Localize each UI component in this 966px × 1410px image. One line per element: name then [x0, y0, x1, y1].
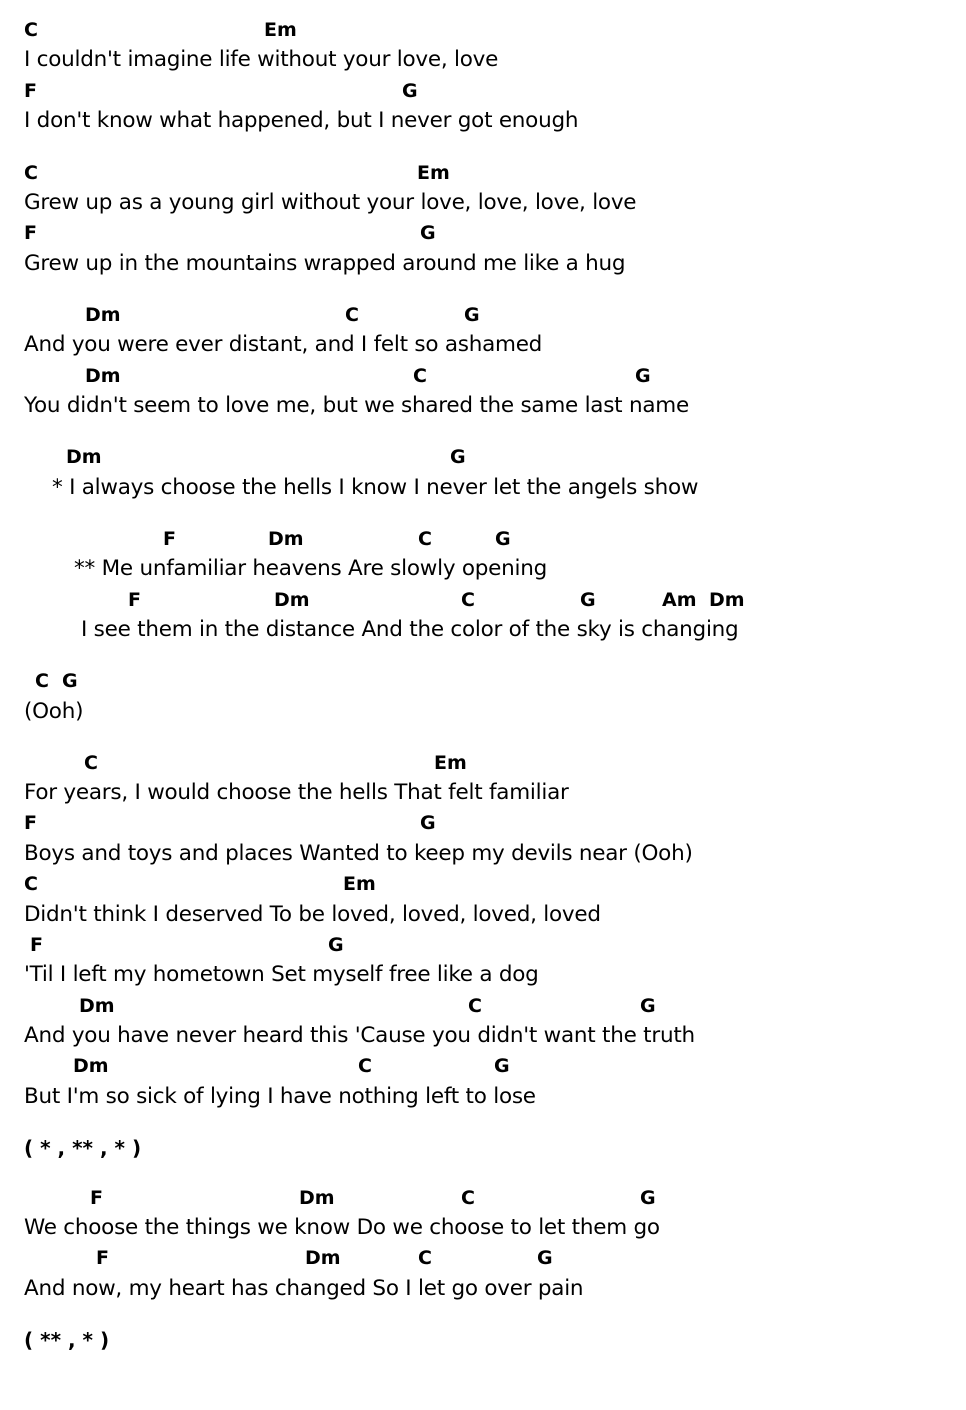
lyric-line: Grew up as a young girl without your love, love, love, love — [24, 190, 637, 215]
chord-label: C — [461, 1187, 475, 1209]
lyric-line: And now, my heart has changed So I let go over pain — [24, 1276, 584, 1301]
chord-label: Dm — [79, 995, 115, 1017]
chord-label: Dm — [268, 528, 304, 550]
chord-label: Em — [434, 752, 467, 774]
repeat-marker: ( ** , * ) — [24, 1328, 110, 1352]
chord-label: Dm — [305, 1247, 341, 1269]
lyric-line: Didn't think I deserved To be loved, loved, loved, loved — [24, 902, 601, 927]
chord-label: G — [494, 1055, 510, 1077]
chord-label: G — [640, 1187, 656, 1209]
chord-label: G — [402, 80, 418, 102]
chord-label: F — [24, 222, 37, 244]
lyric-line: * I always choose the hells I know I never let the angels show — [52, 475, 699, 500]
chord-label: G — [537, 1247, 553, 1269]
lyric-line: ** Me unfamiliar heavens Are slowly opening — [74, 556, 548, 581]
chord-label: Dm — [274, 589, 310, 611]
chord-label: Am — [662, 589, 697, 611]
lyric-line: I don't know what happened, but I never got enough — [24, 108, 579, 133]
chord-label: F — [96, 1247, 109, 1269]
lyric-line: But I'm so sick of lying I have nothing left to lose — [24, 1084, 536, 1109]
lyric-line: Boys and toys and places Wanted to keep my devils near (Ooh) — [24, 841, 693, 866]
chord-label: Em — [264, 19, 297, 41]
chord-label: Dm — [85, 365, 121, 387]
chord-label: C — [461, 589, 475, 611]
chord-label: C — [418, 1247, 432, 1269]
chord-label: Dm — [709, 589, 745, 611]
chord-label: Dm — [85, 304, 121, 326]
chord-label: F — [30, 934, 43, 956]
chord-label: C — [358, 1055, 372, 1077]
chord-label: F — [24, 80, 37, 102]
lyric-line: You didn't seem to love me, but we shared the same last name — [24, 393, 689, 418]
chord-label: Dm — [66, 446, 102, 468]
chord-label: F — [163, 528, 176, 550]
lyric-line: Grew up in the mountains wrapped around me like a hug — [24, 251, 626, 276]
chord-label: G — [420, 812, 436, 834]
chord-label: G — [495, 528, 511, 550]
lyric-line: For years, I would choose the hells That felt familiar — [24, 780, 569, 805]
chord-label: C — [418, 528, 432, 550]
chord-label: Em — [417, 162, 450, 184]
chord-label: G — [640, 995, 656, 1017]
chord-label: C — [24, 873, 38, 895]
chord-label: F — [90, 1187, 103, 1209]
repeat-marker: ( * , ** , * ) — [24, 1136, 142, 1160]
lyric-line: And you have never heard this 'Cause you didn't want the truth — [24, 1023, 695, 1048]
chord-label: G — [635, 365, 651, 387]
chord-label: G — [328, 934, 344, 956]
chord-label: C — [24, 19, 38, 41]
chord-label: Dm — [73, 1055, 109, 1077]
chord-label: C — [35, 670, 49, 692]
lyric-line: I couldn't imagine life without your love, love — [24, 47, 499, 72]
chord-label: G — [62, 670, 78, 692]
chord-label: C — [24, 162, 38, 184]
lyric-line: (Ooh) — [24, 699, 84, 724]
chord-label: C — [345, 304, 359, 326]
chord-label: G — [580, 589, 596, 611]
chord-label: Em — [343, 873, 376, 895]
lyric-line: And you were ever distant, and I felt so ashamed — [24, 332, 543, 357]
lyric-line: I see them in the distance And the color of the sky is changing — [81, 617, 739, 642]
lyric-line: 'Til I left my hometown Set myself free like a dog — [24, 962, 539, 987]
chord-label: G — [420, 222, 436, 244]
chord-label: Dm — [299, 1187, 335, 1209]
lyric-line: We choose the things we know Do we choose to let them go — [24, 1215, 660, 1240]
chord-label: G — [450, 446, 466, 468]
chord-label: F — [128, 589, 141, 611]
chord-label: C — [468, 995, 482, 1017]
chord-label: F — [24, 812, 37, 834]
chord-label: G — [464, 304, 480, 326]
chord-label: C — [84, 752, 98, 774]
chord-label: C — [413, 365, 427, 387]
